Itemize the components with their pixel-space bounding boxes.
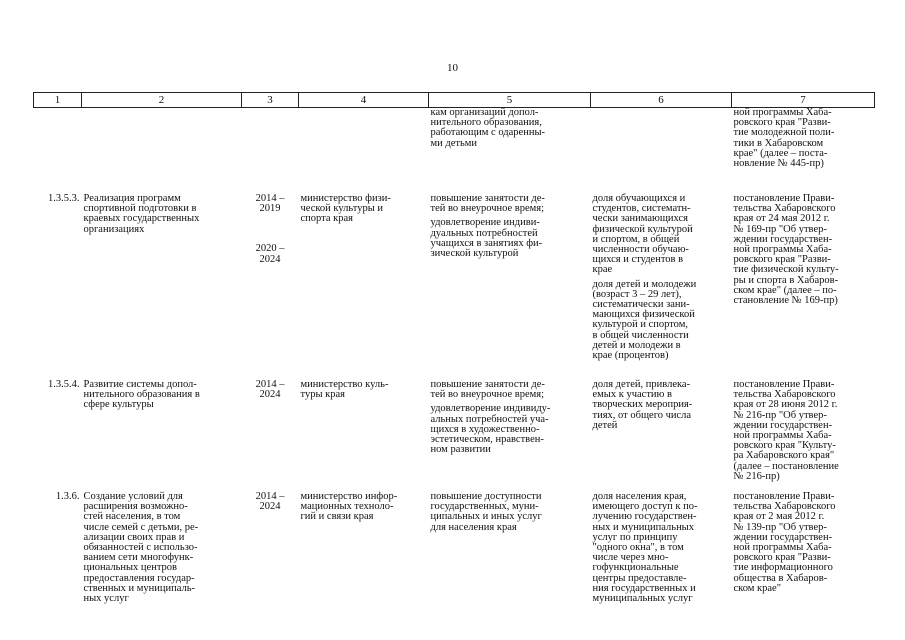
indicator-cell: доля населения края, имеющего доступ к по- лучению государствен- ных и муниципальных услуг по принципу "одного окна", в том числе через мно- гофункциональные центры предоставле- ния государственных и муниципальных услуг [592,491,698,605]
header-col-4: 4 [299,93,429,108]
period-cell: 2014 – 2024 [255,491,285,513]
activity-name-cell: Создание условий для расширения возможно- стей населения, в том числе семей с детьми, ре- ализации своих прав и обязанностей с использо- ванием сети многофунк- циональных центров предоставления государ- ственных и муниципаль- ных услуг [83,491,199,605]
period-cell: 2014 – 2019 2020 – 2024 [255,193,285,265]
activity-name-cell: Реализация программ спортивной подготовки в краевых государственных организациях [83,193,200,235]
executor-cell: министерство инфор- мационных техноло- гий и связи края [300,491,398,523]
program-table [33,92,875,622]
document-cell: постановление Прави- тельства Хабаровского края от 24 мая 2012 г. № 169-пр "Об утвер- ждении государствен- ной программы Хаба- ровского края "Разви- тие физической культу- ры и спорта в Хабаров- ском крае" (далее – по- становление № 169-пр) [733,193,839,307]
row-number: 1.3.5.4. [48,379,80,390]
continuation-document-cell: ной программы Хаба- ровского края "Разви- тие молодежной поли- тики в Хабаровском крае" (далее – поста- новление № 445-пр) [733,107,835,170]
header-col-2: 2 [82,93,242,108]
indicator-cell: доля детей, привлека- емых к участию в творческих мероприя- тиях, от общего числа детей [592,379,693,431]
activity-name-cell: Развитие системы допол- нительного образования в сфере культуры [83,379,200,411]
period-cell: 2014 – 2024 [255,379,285,401]
table-row-continuation [34,108,875,195]
page-number: 10 [447,62,458,74]
result-cell: повышение занятости де- тей во внеурочное время; удовлетворение индиви- дуальных потребностей учащихся в занятиях фи- зической культурой [430,193,545,260]
document-cell: постановление Прави- тельства Хабаровского края от 28 июня 2012 г. № 216-пр "Об утвер- ждении государствен- ной программы Хаба- ровского края "Культу- ра Хабаровского края" (далее – постановление № 216-пр) [733,379,839,482]
row-number: 1.3.5.3. [48,193,80,204]
executor-cell: министерство куль- туры края [300,379,389,401]
header-col-7: 7 [732,93,875,108]
result-cell: повышение занятости де- тей во внеурочное время; удовлетворение индивиду- альных потребностей уча- щихся в художественно- эстетическом, нравствен- ном развитии [430,379,551,456]
table-row-1-3-6 [34,492,875,622]
table-row-1-3-5-4 [34,380,875,492]
executor-cell: министерство физи- ческой культуры и спорта края [300,193,391,225]
row-number: 1.3.6. [55,491,80,502]
header-col-5: 5 [429,93,591,108]
table-header-row [34,93,875,108]
document-cell: постановление Прави- тельства Хабаровского края от 2 мая 2012 г. № 139-пр "Об утвер- ждении государствен- ной программы Хаба- ровского края "Разви- тие информационного общества в Хабаров- ском крае" [733,491,836,594]
header-col-6: 6 [591,93,732,108]
header-col-3: 3 [242,93,299,108]
indicator-cell: доля обучающихся и студентов, систематн- чески занимающихся физической культурой и спортом, в общей численности обучаю- щихся и студентов в крае доля детей и молодежи (возраст 3 – 29 лет), систематически зани- мающихся физической культурой и спортом, в общей численности детей и молодежи в крае (процентов) [592,193,697,362]
table-row-1-3-5-3 [34,194,875,380]
header-col-1: 1 [34,93,82,108]
continuation-result-cell: кам организаций допол- нительного образования, работающим с одаренны- ми детьми [430,107,545,149]
result-cell: повышение доступности государственных, муни- ципальных и иных услуг для населения края [430,491,542,533]
